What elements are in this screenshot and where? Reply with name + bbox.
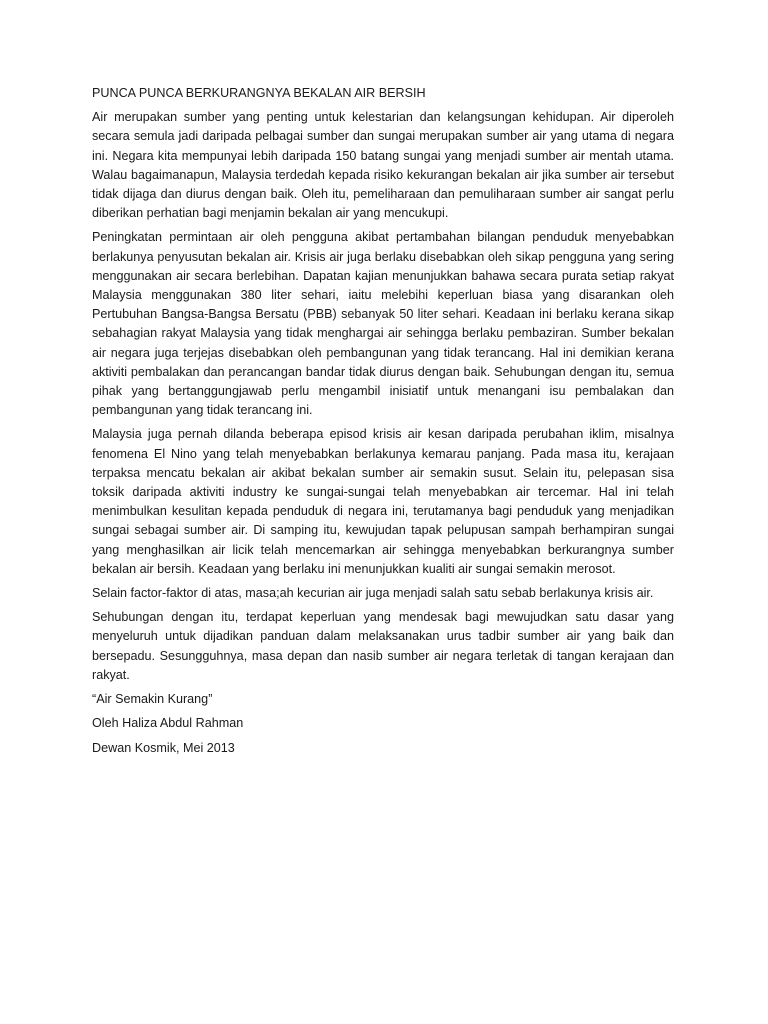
document-title: PUNCA PUNCA BERKURANGNYA BEKALAN AIR BERSIH <box>92 86 426 100</box>
paragraph-3: Malaysia juga pernah dilanda beberapa episod krisis air kesan daripada perubahan iklim, misalnya fenomena El Nino yang telah menyebabkan berlakunya kemarau panjang. Pada masa itu, kerajaan terpaksa mencatu bekalan air akibat bekalan sumber air semakin susut. Selain itu, pelepasan sisa toksik daripada aktiviti industry ke sungai-sungai telah menyebabkan air tercemar. Hal ini telah menimbulkan kesulitan kepada penduduk di negara ini, terutamanya bagi penduduk yang menjadikan sungai sebagai sumber air. Di samping itu, kewujudan tapak pelupusan sampah berhampiran sungai yang menghasilkan air licik telah mencemarkan air sehingga menyebabkan berkurangnya sumber bekalan air bersih. Keadaan yang berlaku ini menunjukkan kualiti air sungai semakin merosot. <box>92 427 674 576</box>
paragraph-2: Peningkatan permintaan air oleh pengguna akibat pertambahan bilangan penduduk menyebabkan berlakunya penyusutan bekalan air. Krisis air juga berlaku disebabkan oleh sikap pengguna yang sering menggunakan air secara berlebihan. Dapatan kajian menunjukkan bahawa secara purata setiap rakyat Malaysia menggunakan 380 liter sehari, iaitu melebihi keperluan biasa yang disarankan oleh Pertubuhan Bangsa-Bangsa Bersatu (PBB) sebanyak 50 liter sehari. Keadaan ini berlaku kerana sikap sebahagian rakyat Malaysia yang tidak menghargai air sehingga berlaku pembaziran. Sumber bekalan air negara juga terjejas disebabkan oleh pembangunan yang tidak terancang. Hal ini demikian kerana aktiviti pembalakan dan perancangan bandar tidak diurus dengan baik. Sehubungan dengan itu, semua pihak yang bertanggungjawab perlu mengambil inisiatif untuk menangani isu pembalakan dan pembangunan yang tidak terancang ini. <box>92 230 674 418</box>
publication-line: Dewan Kosmik, Mei 2013 <box>92 740 235 755</box>
document-page <box>92 84 674 763</box>
paragraph-4: Selain factor-faktor di atas, masa;ah kecurian air juga menjadi salah satu sebab berlakunya krisis air. <box>92 586 654 601</box>
author-line: Oleh Haliza Abdul Rahman <box>92 716 244 731</box>
source-title: “Air Semakin Kurang” <box>92 692 213 707</box>
paragraph-1: Air merupakan sumber yang penting untuk kelestarian dan kelangsungan kehidupan. Air diperoleh secara semula jadi daripada pelbagai sumber dan sungai merupakan sumber air yang utama di negara ini. Negara kita mempunyai lebih daripada 150 batang sungai yang menjadi sumber air mentah utama. Walau bagaimanapun, Malaysia terdedah kepada risiko kekurangan bekalan air jika sumber air tersebut tidak dijaga dan diurus dengan baik. Oleh itu, pemeliharaan dan pemuliharaan sumber air sangat perlu diberikan perhatian bagi menjamin bekalan air yang mencukupi. <box>92 110 674 221</box>
paragraph-5: Sehubungan dengan itu, terdapat keperluan yang mendesak bagi mewujudkan satu dasar yang menyeluruh untuk dijadikan panduan dalam melaksanakan urus tadbir sumber air yang baik dan bersepadu. Sesungguhnya, masa depan dan nasib sumber air negara terletak di tangan kerajaan dan rakyat. <box>92 610 674 682</box>
